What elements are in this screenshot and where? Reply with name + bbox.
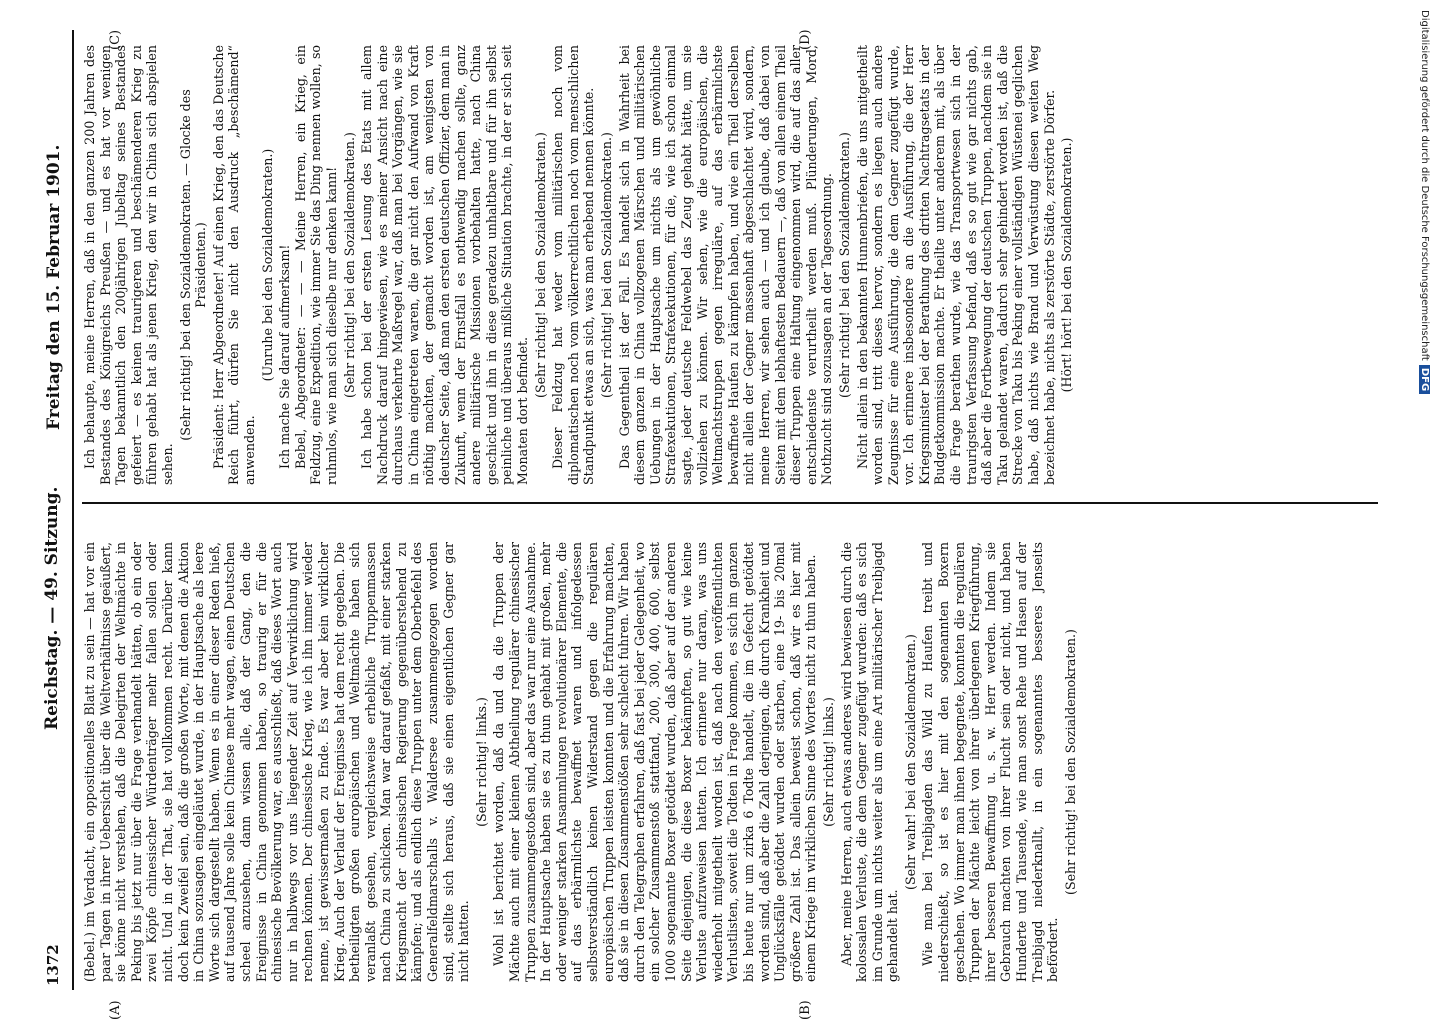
column-divider [82,502,1378,504]
paragraph: Dieser Feldzug hat weder vom militärischen noch vom diplomatischen noch vom völkerrechtlichen noch vom menschlichen Standpunkt etwas an sich, was man erhebend nennen könnte. [550,45,597,485]
margin-marker-d: (D) [798,29,813,50]
interjection: (Sehr richtig! bei den Sozialdemokraten.) [1062,629,1078,895]
paragraph: Wie man bei Treibjagden das Wild zu Haufen treibt und niederschießt, so ist es hier mit den sogenannten Boxern geschehen. Wo immer man ihnen begegnete, konnten die regulären Truppen der Mächte leicht von ihrer überlegenen Kriegführung, ihrer besseren Bewaffnung u. s. w. Herr werden. Indem sie Gebrauch machten von ihrer Flucht sein oder nicht, und haben Hunderte und Tausende, wie man sonst Rehe und Hasen auf der Treibjagd niederknallt, in ein sogenanntes besseres Jenseits befördert. [920,542,1061,982]
credit-text: Digitalisierung gefördert durch die Deutsche Forschungsgemeinschaft [1419,10,1430,361]
page-number: 1372 [44,944,62,986]
interjection: (Sehr richtig! links.) [473,697,489,827]
dfg-logo: DFG [1419,365,1430,394]
page-header [38,30,74,990]
paragraph: Das Gegentheil ist der Fall. Es handelt sich in Wahrheit bei diesem ganzen in China vollzogenen Märschen und militärischen Uebungen in der Hauptsache um nichts als um gewöhnliche Strafexekutionen, Strafexekutionen, für die, wie ich schon einmal sagte, jeder deutsche Feldwebel das Zeug gehabt hätte, um sie vollziehen zu können. Wir sehen, wie die europäischen, die Weltmachtstruppen gegen irreguläre, auf das erbärmlichste bewaffnete Haufen zu kämpfen haben, und wie ein Theil derselben nicht allein der Gegner massenhaft abgeschlachtet wird, sondern, meine Herren, wir sehen auch — und ich glaube, daß dabei von Seiten mit dem lebhaftesten Bedauern —, daß von allen einem Theil dieser Truppen eine Haltung eingenommen wird, die auf das aller entschiedenste verurtheilt werden muß. Plünderungen, Mord, Nothzucht sind sozusagen an der Tagesordnung. [616,45,835,485]
paragraph: Ich mache Sie darauf aufmerksam! [277,244,293,469]
header-session-title: Reichstag. — 49. Sitzung. [42,486,62,730]
digitization-credit [1412,10,1430,990]
right-text-column [82,45,1382,485]
interjection: (Sehr richtig! bei den Sozialdemokraten.) [599,132,614,398]
paragraph: Ich behaupte, meine Herren, daß in den ganzen 200 Jahren des Bestandes des Königreichs Preußen — und es hat vor wenigen Tagen bekanntlich den 200jährigen Jubeltag seines Bestandes gefeiert — es keinen traurigeren und beschämenderen Krieg zu führen gehabt hat als jenen Krieg, den wir in China sich abspielen sehen. [82,45,175,485]
interjection: (Sehr wahr! bei den Sozialdemokraten.) [902,634,918,890]
paragraph: Bebel, Abgeordneter: — — — Meine Herren, ein Krieg, ein Feldzug, eine Expedition, wie immer Sie das Ding nennen wollen, so ruhmlos, wie man sich dieselbe nur denken kann! [292,45,339,485]
interjection: (Hört! hört! bei den Sozialdemokraten.) [1059,137,1075,393]
interjection: (Sehr richtig! links.) [820,697,836,827]
rotated-page [38,29,1398,1020]
interjection: (Sehr richtig! bei den Sozialdemokraten. — Glocke des Präsidenten.) [177,89,209,441]
paragraph: Nicht allein in den bekannten Hunnenbriefen, die uns mitgetheilt worden sind, tritt dieses hervor, sondern es liegen auch andere Zeugnisse für eine Ausführung, die dem Gegner zugefügt wurde, vor. Ich erinnere insbesondere an die Ausführung, die der Herr Kriegsminister bei der Berathung des dritten Nachtragsetats in der Budgetkommission machte. Er theilte unter anderem mit, als über die Frage berathen wurde, wie das Transportwesen sich in der traurigsten Verfassung befand, daß es so gut wie gar nichts gab, daß aber die Fortbewegung der deutschen Truppen, nachdem sie in Taku gelandet waren, dadurch sehr gehindert worden ist, daß die Strecke von Taku bis Peking einer vollständigen Wüstenei geglichen habe, daß nichts wie Brand und Verwüstung diesen weiten Weg bezeichnet habe, nichts als zerstörte Städte, zerstörte Dörfer. [854,45,1057,485]
paragraph: (Bebel.) im Verdacht, ein oppositionelles Blatt zu sein — hat vor ein paar Tagen in ihrer Uebersicht über die Weltverhältnisse geäußert, sie könne nicht verstehen, daß die Delegirten der Weltmächte in Peking bis jetzt nur über die Frage verhandelt hätten, ob ein oder zwei Köpfe chinesischer Würdenträger mehr fallen sollen oder nicht. Und in der That, sie hat vollkommen recht. Darüber kann doch kein Zweifel sein, daß die großen Worte, mit denen die Aktion in China sozusagen eingeläutet wurde, in der Hauptsache als leere Worte sich dargestellt haben. Wenn es in einer dieser Reden hieß, auf tausend Jahre solle kein Chinese mehr wagen, einen Deutschen scheel anzusehen, dann wissen alle, daß der Gang, den die Ereignisse in China genommen haben, so traurig er für die chinesische Bevölkerung war, es ausschließt, daß dieses Wort auch nur in halbwegs vor uns liegender Zeit auf Verwirklichung wird rechnen können. Der chinesische Krieg, wie ich ihn immer wieder nenne, ist gewissermaßen zu Ende. Es war aber kein wirklicher Krieg. Auch der Verlauf der Ereignisse hat dem recht gegeben. Die betheiligten großen europäischen und Weltmächte haben sich veranlaßt gesehen, vergleichsweise erhebliche Truppenmassen nach China zu schicken. Man war darauf gefaßt, mit einer starken Kriegsmacht der chinesischen Regierung gegenüberstehend zu kämpfen; und als endlich diese Truppen unter dem Oberbefehl des Generalfeldmarschalls v. Waldersee zusammengezogen worden sind, stellte sich heraus, daß sie einen eigentlichen Gegner gar nicht hatten. [82,542,472,982]
interjection: (Sehr richtig! bei den Sozialdemokraten.) [836,132,852,398]
header-date: Freitag den 15. Februar 1901. [44,144,64,430]
left-text-column [82,542,1382,982]
interjection: (Unruhe bei den Sozialdemokraten.) [259,148,275,382]
paragraph: Aber, meine Herren, auch etwas anderes wird bewiesen durch die kolossalen Verluste, die dem Gegner zugefügt wurden: daß es sich im Grunde um nichts weiter als um eine Art militärischer Treibjagd gehandelt hat. [838,542,901,982]
paragraph: Präsident: Herr Abgeordneter! Auf einen Krieg, den das Deutsche Reich führt, dürfen Sie nicht den Ausdruck „beschämend“ anwenden. [210,45,257,485]
margin-marker-a: (A) [108,1000,123,1020]
interjection: (Sehr richtig! bei den Sozialdemokraten.) [341,132,357,398]
margin-marker-b: (B) [798,1000,813,1020]
interjection: (Sehr richtig! bei den Sozialdemokraten.) [532,132,548,398]
paragraph: Ich habe schon bei der ersten Lesung des Etats mit allem Nachdruck darauf hingewiesen, wie es meiner Ansicht nach eine durchaus verkehrte Maßregel war, daß man bei Vorgängen, wie sie in China eingetreten waren, die gar nicht den Aufwand von Kraft nöthig machten, der gemacht worden ist, am wenigsten von deutscher Seite, daß man den ersten deutschen Offizier, dem man in Zukunft, wenn der Ernstfall es nothwendig machen sollte, ganz andere militärische Missionen vorbehalten hatte, nach China geschickt und ihn in diese geradezu unhaltbare und für ihn selbst peinliche und überaus mißliche Situation brachte, in der er sich seit Monaten dort befindet. [359,45,531,485]
margin-marker-c: (C) [108,29,123,50]
paragraph: Wohl ist berichtet worden, daß da und da die Truppen der Mächte auch mit einer kleinen Abtheilung regulärer chinesischer Truppen zusammengestoßen sind, aber das war nur eine Ausnahme. In der Hauptsache haben sie es zu thun gehabt mit großen, mehr oder weniger starken Ansammlungen revolutionärer Elemente, die auf das erbärmlichste bewaffnet waren und infolgedessen selbstverständlich keinen Widerstand gegen die regulären europäischen Truppen leisten konnten und die Erfahrung machten, daß sie in diesen Zusammenstößen sehr schlecht fuhren. Wir haben durch den Telegraphen erfahren, daß fast bei jeder Gelegenheit, wo ein solcher Zusammenstoß stattfand, 200, 300, 400, 600, selbst 1000 sogenannte Boxer getödtet wurden, daß aber auf der anderen Seite diejenigen, die diese Boxer bekämpften, so gut wie keine Verluste aufzuweisen hatten. Ich erinnere nur daran, was uns wiederholt mitgetheilt worden ist, daß nach den veröffentlichten Verlustlisten, soweit die Todten in Frage kommen, es sich im ganzen bis heute nur um zirka 6 Todte handelt, die im Gefecht getödtet worden sind, daß aber die Zahl derjenigen, die durch Krankheit und Unglücksfälle getödtet wurden oder starben, eine 19- bis 20mal größere Zahl ist. Das allein beweist schon, daß wir es hier mit einem Kriege im wirklichen Sinne des Wortes nicht zu thun haben. [491,542,819,982]
